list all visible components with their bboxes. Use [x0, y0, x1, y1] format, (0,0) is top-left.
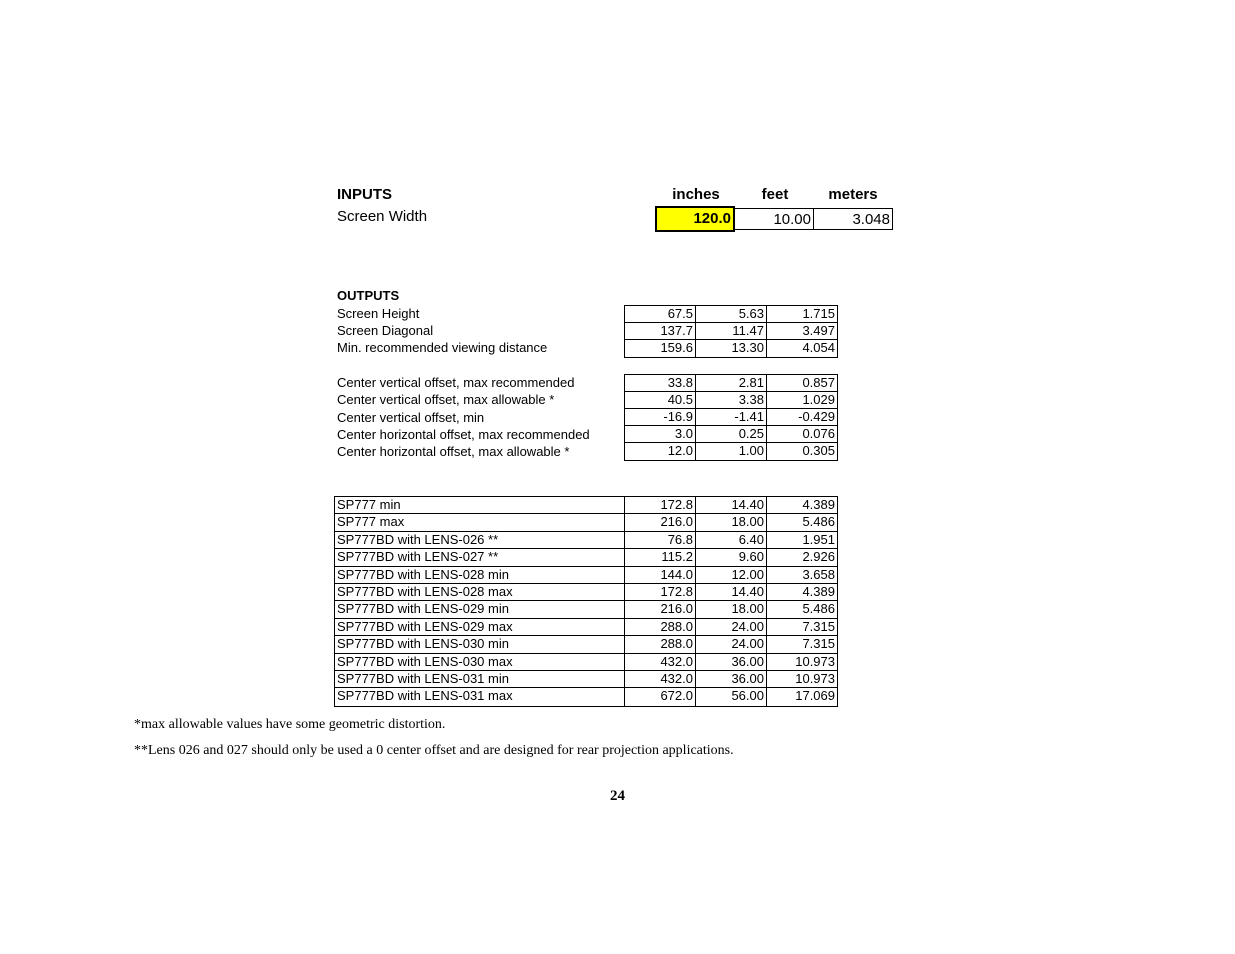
meters-cell: 7.315	[802, 636, 835, 652]
projector-name: SP777BD with LENS-028 min	[335, 567, 625, 583]
inches-cell: 216.0	[625, 601, 696, 617]
meters-cell: 4.389	[802, 497, 835, 512]
unit-header-inches: inches	[672, 186, 720, 203]
offsets-values-grid	[624, 374, 838, 461]
table-row	[335, 601, 837, 618]
projector-name: SP777BD with LENS-027 **	[335, 549, 625, 565]
feet-cell: 9.60	[696, 549, 767, 565]
feet-cell: 18.00	[696, 601, 767, 617]
feet-cell: 5.63	[696, 306, 767, 322]
meters-cell: 5.486	[802, 514, 835, 530]
feet-cell: 14.40	[696, 584, 767, 600]
inches-cell: 172.8	[625, 584, 696, 600]
projector-name: SP777BD with LENS-030 max	[335, 654, 625, 670]
inches-cell: 115.2	[625, 549, 696, 565]
feet-cell: 36.00	[696, 654, 767, 670]
feet-cell: 0.25	[696, 426, 767, 442]
inches-cell: 3.0	[625, 426, 696, 442]
projector-name: SP777BD with LENS-026 **	[335, 532, 625, 548]
feet-cell: 1.00	[696, 443, 767, 460]
output-label: Screen Diagonal	[337, 323, 434, 338]
unit-header-meters: meters	[828, 186, 878, 203]
feet-cell: 18.00	[696, 514, 767, 530]
feet-cell: 24.00	[696, 636, 767, 652]
projector-name: SP777BD with LENS-029 max	[335, 619, 625, 635]
output-label: Min. recommended viewing distance	[337, 340, 548, 355]
outputs-heading: OUTPUTS	[337, 288, 400, 303]
feet-cell: 13.30	[696, 340, 767, 357]
table-row	[625, 306, 837, 323]
projector-name: SP777BD with LENS-029 min	[335, 601, 625, 617]
output-label: Center vertical offset, max allowable *	[337, 392, 555, 407]
projector-name: SP777 min	[335, 497, 625, 513]
inches-cell: 432.0	[625, 654, 696, 670]
meters-cell: 1.951	[802, 531, 835, 547]
table-row	[335, 532, 837, 549]
table-row	[625, 443, 837, 460]
meters-cell: 3.497	[802, 323, 835, 338]
table-row	[335, 549, 837, 566]
meters-cell: 3.658	[802, 566, 835, 582]
feet-cell: 2.81	[696, 375, 767, 391]
projector-name: SP777 max	[335, 514, 625, 530]
meters-cell: 1.029	[802, 392, 835, 407]
feet-cell: 11.47	[696, 323, 767, 339]
screen-width-meters-value: 3.048	[813, 208, 893, 230]
feet-cell: 14.40	[696, 497, 767, 513]
screen-width-inches-input[interactable]: 120.0	[655, 206, 735, 232]
output-label: Center vertical offset, max recommended	[337, 375, 575, 390]
table-row	[625, 340, 837, 357]
inches-cell: 33.8	[625, 375, 696, 391]
inches-cell: 137.7	[625, 323, 696, 339]
inches-cell: 172.8	[625, 497, 696, 513]
table-row	[625, 375, 837, 392]
meters-cell: -0.429	[798, 409, 835, 424]
table-row	[335, 636, 837, 653]
meters-cell: 0.305	[802, 443, 835, 458]
table-row	[335, 619, 837, 636]
table-row	[335, 514, 837, 531]
meters-cell: 4.054	[802, 340, 835, 355]
inches-cell: 432.0	[625, 671, 696, 687]
meters-cell: 4.389	[802, 583, 835, 599]
meters-cell: 0.076	[802, 426, 835, 441]
inches-cell: 216.0	[625, 514, 696, 530]
inches-cell: 288.0	[625, 619, 696, 635]
meters-cell: 1.715	[802, 306, 835, 321]
output-label: Center horizontal offset, max allowable *	[337, 444, 570, 459]
feet-cell: 12.00	[696, 567, 767, 583]
projector-throw-table	[334, 496, 838, 707]
projector-name: SP777BD with LENS-031 min	[335, 671, 625, 687]
feet-cell: 36.00	[696, 671, 767, 687]
inches-cell: 12.0	[625, 443, 696, 460]
meters-cell: 5.486	[802, 601, 835, 617]
unit-header-feet: feet	[761, 186, 789, 203]
meters-cell: 10.973	[795, 670, 835, 686]
feet-cell: 6.40	[696, 532, 767, 548]
table-row	[335, 688, 837, 705]
table-row	[335, 567, 837, 584]
feet-cell: -1.41	[696, 409, 767, 425]
inches-cell: 144.0	[625, 567, 696, 583]
feet-cell: 24.00	[696, 619, 767, 635]
screen-width-feet-value: 10.00	[735, 208, 814, 230]
meters-cell: 7.315	[802, 618, 835, 634]
inputs-heading: INPUTS	[337, 186, 393, 203]
meters-cell: 10.973	[795, 653, 835, 669]
output-label: Screen Height	[337, 306, 420, 321]
table-row	[625, 409, 837, 426]
projector-name: SP777BD with LENS-031 max	[335, 688, 625, 705]
footnote-max-allowable: *max allowable values have some geometric distortion.	[134, 717, 446, 732]
table-row	[625, 323, 837, 340]
footnote-rear-projection-lenses: **Lens 026 and 027 should only be used a 0 center offset and are designed for rear projection applications.	[134, 743, 734, 758]
inches-cell: 288.0	[625, 636, 696, 652]
output-label: Center vertical offset, min	[337, 410, 485, 425]
feet-cell: 56.00	[696, 688, 767, 705]
table-row	[335, 497, 837, 514]
meters-cell: 0.857	[802, 375, 835, 390]
projector-name: SP777BD with LENS-030 min	[335, 636, 625, 652]
inches-cell: 672.0	[625, 688, 696, 705]
inches-cell: 76.8	[625, 532, 696, 548]
table-row	[625, 392, 837, 409]
meters-cell: 2.926	[802, 549, 835, 565]
screen-width-input-row	[655, 206, 893, 232]
table-row	[335, 584, 837, 601]
meters-cell: 17.069	[795, 688, 835, 704]
screen-width-label: Screen Width	[337, 208, 428, 225]
inches-cell: 67.5	[625, 306, 696, 322]
projector-name: SP777BD with LENS-028 max	[335, 584, 625, 600]
output-label: Center horizontal offset, max recommended	[337, 427, 590, 442]
inches-cell: -16.9	[625, 409, 696, 425]
inches-cell: 40.5	[625, 392, 696, 408]
table-row	[335, 671, 837, 688]
table-row	[625, 426, 837, 443]
inches-cell: 159.6	[625, 340, 696, 357]
table-row	[335, 654, 837, 671]
feet-cell: 3.38	[696, 392, 767, 408]
page-number: 24	[610, 788, 625, 804]
dimensions-values-grid	[624, 305, 838, 358]
